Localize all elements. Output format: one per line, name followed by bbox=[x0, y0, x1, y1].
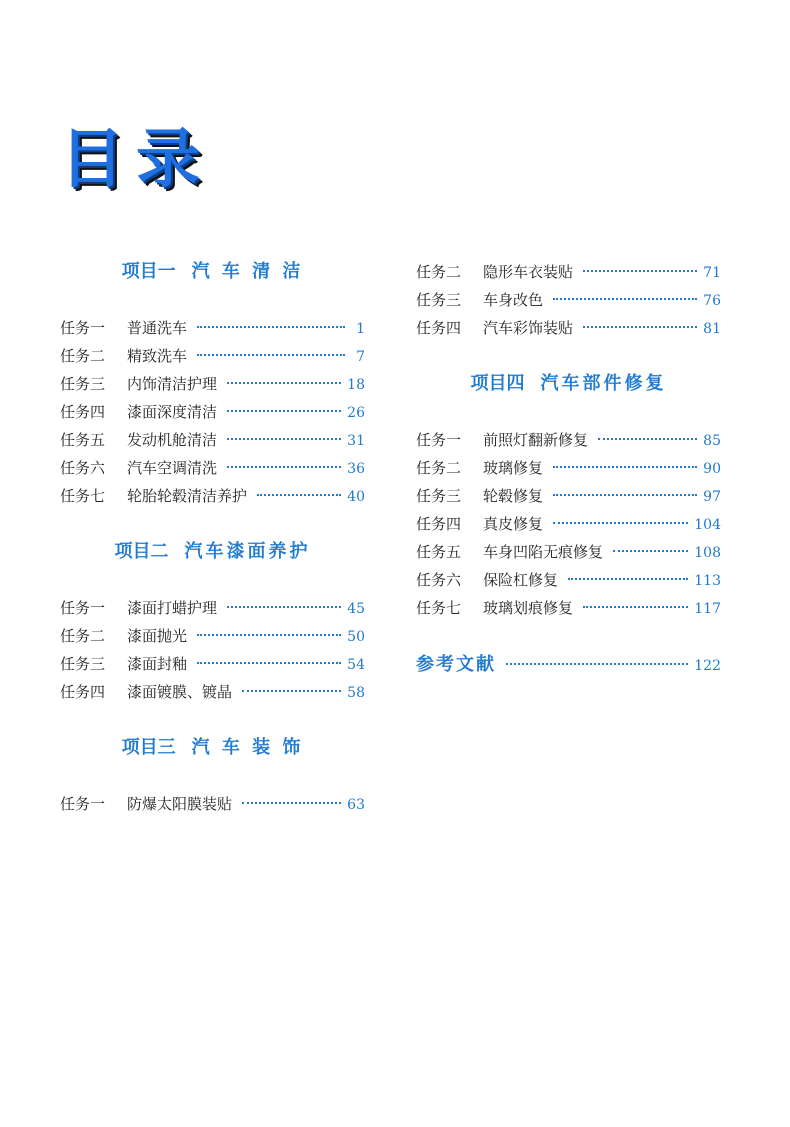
task-name: 保险杠修复 bbox=[483, 571, 559, 589]
dot-leader bbox=[553, 522, 688, 524]
toc-entry[interactable] bbox=[416, 314, 721, 342]
task-number: 任务一 bbox=[60, 795, 106, 813]
dot-leader bbox=[506, 663, 688, 665]
section-project-3-continued bbox=[416, 258, 721, 342]
project-title: 汽车漆面养护 bbox=[184, 541, 311, 562]
section-heading bbox=[416, 370, 721, 398]
page-number: 117 bbox=[694, 601, 721, 617]
task-name: 漆面深度清洁 bbox=[127, 403, 218, 421]
page-number: 54 bbox=[347, 657, 365, 673]
task-list bbox=[416, 426, 721, 622]
task-number: 任务二 bbox=[60, 347, 106, 365]
task-number: 任务一 bbox=[416, 431, 462, 449]
project-number: 项目四 bbox=[470, 373, 525, 394]
page-number: 76 bbox=[703, 293, 721, 309]
dot-leader bbox=[583, 606, 688, 608]
toc-entry[interactable] bbox=[416, 538, 721, 566]
page-number: 122 bbox=[694, 658, 721, 674]
toc-entry[interactable] bbox=[416, 258, 721, 286]
task-number: 任务三 bbox=[60, 655, 106, 673]
page-number: 7 bbox=[356, 349, 365, 365]
dot-leader bbox=[583, 270, 697, 272]
task-number: 任务七 bbox=[416, 599, 462, 617]
dot-leader bbox=[227, 438, 341, 440]
task-number: 任务六 bbox=[416, 571, 462, 589]
dot-leader bbox=[197, 662, 341, 664]
project-number: 项目一 bbox=[121, 261, 176, 282]
toc-entry[interactable] bbox=[416, 510, 721, 538]
page-number: 50 bbox=[347, 629, 365, 645]
dot-leader bbox=[553, 298, 697, 300]
task-number: 任务四 bbox=[416, 319, 462, 337]
dot-leader bbox=[598, 438, 697, 440]
toc-entry[interactable] bbox=[60, 398, 365, 426]
task-name: 隐形车衣装贴 bbox=[483, 263, 574, 281]
project-title: 汽车部件修复 bbox=[540, 373, 667, 394]
task-name: 玻璃划痕修复 bbox=[483, 599, 574, 617]
dot-leader bbox=[242, 690, 341, 692]
task-name: 漆面抛光 bbox=[127, 627, 188, 645]
toc-entry[interactable] bbox=[60, 454, 365, 482]
task-list bbox=[60, 314, 365, 510]
toc-left-column bbox=[60, 258, 365, 846]
project-number: 项目二 bbox=[114, 541, 169, 562]
task-number: 任务六 bbox=[60, 459, 106, 477]
dot-leader bbox=[242, 802, 341, 804]
dot-leader bbox=[197, 634, 341, 636]
references-title: 参考文献 bbox=[416, 654, 496, 675]
task-number: 任务一 bbox=[60, 599, 106, 617]
task-number: 任务四 bbox=[60, 683, 106, 701]
task-name: 漆面镀膜、镀晶 bbox=[127, 683, 233, 701]
toc-entry[interactable] bbox=[60, 342, 365, 370]
task-name: 车身凹陷无痕修复 bbox=[483, 543, 604, 561]
toc-entry[interactable] bbox=[60, 650, 365, 678]
task-name: 轮胎轮毂清洁养护 bbox=[127, 487, 248, 505]
task-name: 汽车彩饰装贴 bbox=[483, 319, 574, 337]
page-number: 85 bbox=[703, 433, 721, 449]
task-list bbox=[416, 258, 721, 342]
page-number: 63 bbox=[347, 797, 365, 813]
page-number: 97 bbox=[703, 489, 721, 505]
task-number: 任务三 bbox=[416, 487, 462, 505]
references-entry[interactable] bbox=[416, 650, 721, 680]
dot-leader bbox=[197, 354, 345, 356]
page-number: 18 bbox=[347, 377, 365, 393]
task-number: 任务七 bbox=[60, 487, 106, 505]
dot-leader bbox=[553, 466, 697, 468]
task-number: 任务三 bbox=[60, 375, 106, 393]
task-name: 汽车空调清洗 bbox=[127, 459, 218, 477]
toc-entry[interactable] bbox=[60, 482, 365, 510]
section-project-3 bbox=[60, 734, 365, 818]
dot-leader bbox=[613, 550, 688, 552]
task-number: 任务四 bbox=[416, 515, 462, 533]
task-name: 真皮修复 bbox=[483, 515, 544, 533]
dot-leader bbox=[227, 466, 341, 468]
task-number: 任务三 bbox=[416, 291, 462, 309]
task-list bbox=[60, 594, 365, 706]
page-number: 104 bbox=[694, 517, 721, 533]
task-name: 精致洗车 bbox=[127, 347, 188, 365]
page-title: 目录 bbox=[60, 122, 212, 197]
page-number: 36 bbox=[347, 461, 365, 477]
task-name: 前照灯翻新修复 bbox=[483, 431, 589, 449]
task-name: 普通洗车 bbox=[127, 319, 188, 337]
section-heading bbox=[60, 258, 365, 286]
page-number: 113 bbox=[694, 573, 721, 589]
dot-leader bbox=[583, 326, 697, 328]
toc-entry[interactable] bbox=[60, 314, 365, 342]
dot-leader bbox=[227, 382, 341, 384]
task-list bbox=[60, 790, 365, 818]
page-number: 108 bbox=[694, 545, 721, 561]
section-project-4 bbox=[416, 370, 721, 622]
task-name: 内饰清洁护理 bbox=[127, 375, 218, 393]
task-name: 轮毂修复 bbox=[483, 487, 544, 505]
toc-entry[interactable] bbox=[60, 678, 365, 706]
page-number: 58 bbox=[347, 685, 365, 701]
toc-entry[interactable] bbox=[60, 594, 365, 622]
task-name: 玻璃修复 bbox=[483, 459, 544, 477]
task-name: 防爆太阳膜装贴 bbox=[127, 795, 233, 813]
project-title: 汽 车 清 洁 bbox=[191, 261, 304, 282]
section-heading bbox=[60, 734, 365, 762]
dot-leader bbox=[227, 410, 341, 412]
section-project-1 bbox=[60, 258, 365, 510]
task-number: 任务一 bbox=[60, 319, 106, 337]
page-number: 40 bbox=[347, 489, 365, 505]
task-number: 任务五 bbox=[416, 543, 462, 561]
page-number: 90 bbox=[703, 461, 721, 477]
task-number: 任务二 bbox=[416, 459, 462, 477]
dot-leader bbox=[227, 606, 341, 608]
dot-leader bbox=[257, 494, 341, 496]
task-number: 任务二 bbox=[416, 263, 462, 281]
task-number: 任务四 bbox=[60, 403, 106, 421]
task-name: 车身改色 bbox=[483, 291, 544, 309]
page-number: 45 bbox=[347, 601, 365, 617]
toc-entry[interactable] bbox=[416, 286, 721, 314]
toc-entry[interactable] bbox=[416, 454, 721, 482]
page-number: 1 bbox=[356, 321, 365, 337]
task-number: 任务二 bbox=[60, 627, 106, 645]
project-number: 项目三 bbox=[121, 737, 176, 758]
toc-entry[interactable] bbox=[416, 594, 721, 622]
project-title: 汽 车 装 饰 bbox=[191, 737, 304, 758]
task-name: 漆面封釉 bbox=[127, 655, 188, 673]
task-name: 漆面打蜡护理 bbox=[127, 599, 218, 617]
page-number: 31 bbox=[347, 433, 365, 449]
toc-entry[interactable] bbox=[416, 566, 721, 594]
toc-entry[interactable] bbox=[60, 426, 365, 454]
dot-leader bbox=[553, 494, 697, 496]
toc-entry[interactable] bbox=[60, 370, 365, 398]
section-heading bbox=[60, 538, 365, 566]
page-number: 81 bbox=[703, 321, 721, 337]
dot-leader bbox=[197, 326, 345, 328]
task-number: 任务五 bbox=[60, 431, 106, 449]
task-name: 发动机舱清洁 bbox=[127, 431, 218, 449]
dot-leader bbox=[568, 578, 688, 580]
section-project-2 bbox=[60, 538, 365, 706]
toc-entry[interactable] bbox=[416, 426, 721, 454]
toc-right-column bbox=[416, 258, 721, 680]
page-number: 71 bbox=[703, 265, 721, 281]
page-number: 26 bbox=[347, 405, 365, 421]
toc-entry[interactable] bbox=[60, 790, 365, 818]
toc-entry[interactable] bbox=[416, 482, 721, 510]
toc-entry[interactable] bbox=[60, 622, 365, 650]
